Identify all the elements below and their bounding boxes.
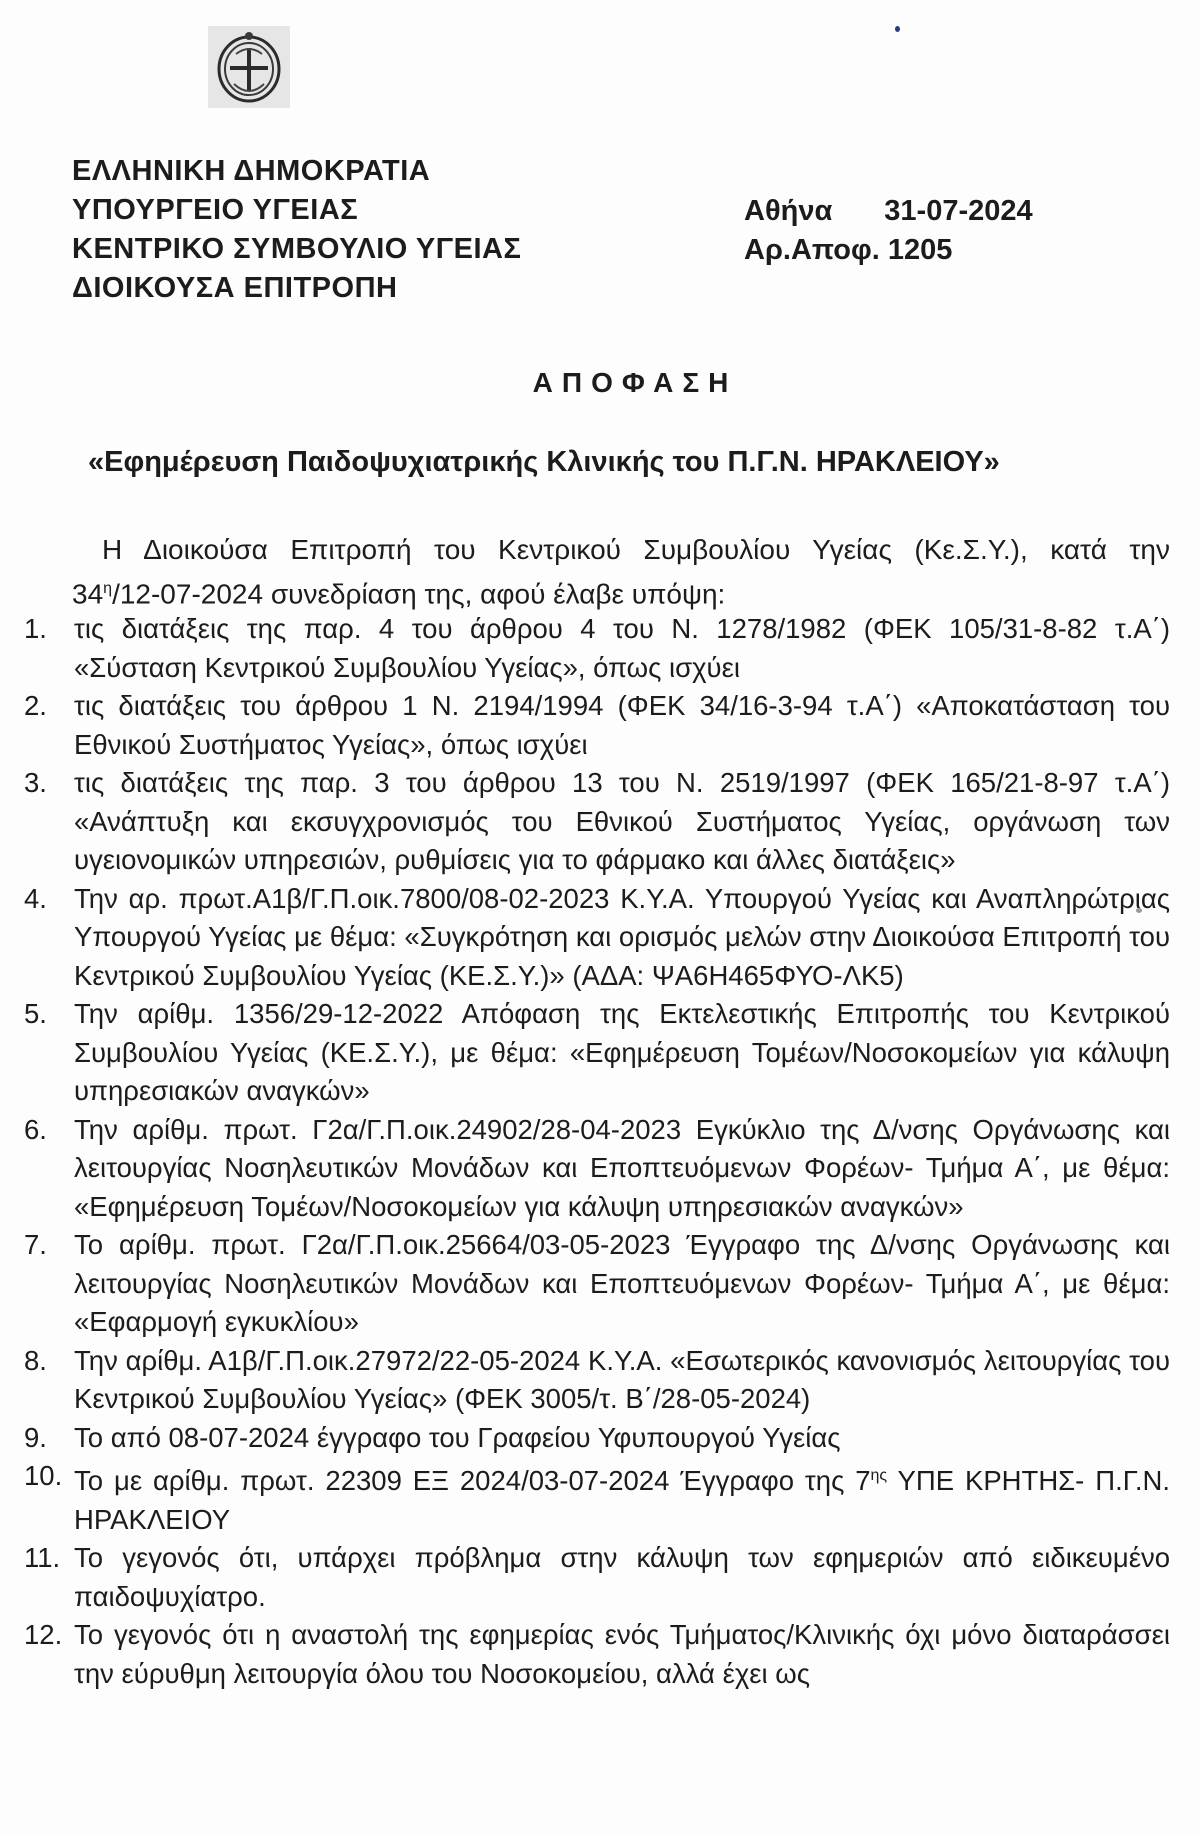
decision-subject: «Εφημέρευση Παιδοψυχιατρικής Κλινικής του Π.Γ.Ν. ΗΡΑΚΛΕΙΟΥ»	[88, 446, 1000, 478]
item-number: 5.	[24, 998, 47, 1029]
item-text: Το αρίθμ. πρωτ. Γ2α/Γ.Π.οικ.25664/03-05-2023 Έγγραφο της Δ/νσης Οργάνωσης και λειτουργίας Νοσηλευτικών Μονάδων και Εποπτευόμενων Φορέων- Τμήμα Α΄, με θέμα: «Εφαρμογή εγκυκλίου»	[74, 1229, 1170, 1337]
scan-speck	[895, 26, 900, 32]
list-item	[24, 880, 1170, 996]
item-text: Την αρίθμ. πρωτ. Γ2α/Γ.Π.οικ.24902/28-04-2023 Εγκύκλιο της Δ/νσης Οργάνωσης και λειτουργίας Νοσηλευτικών Μονάδων και Εποπτευόμενων Φορέων- Τμήμα Α΄, με θέμα: «Εφημέρευση Τομέων/Νοσοκομείων για κάλυψη υπηρεσιακών αναγκών»	[74, 1113, 1170, 1222]
item-text: Το με αρίθμ. πρωτ. 22309 ΕΞ 2024/03-07-2024 Έγγραφο της $7^{\eta\varsigma}$ ΥΠΕ ΚΡΗΤΗΣ- Π.Γ.Ν. ΗΡΑΚΛΕΙΟΥ	[74, 1465, 1170, 1535]
item-text: Την αρίθμ. Α1β/Γ.Π.οικ.27972/22-05-2024 Κ.Υ.Α. «Εσωτερικός κανονισμός λειτουργίας του Κεντρικού Συμβουλίου Υγείας» (ΦΕΚ 3005/τ. Β΄/28-05-2024)	[74, 1344, 1170, 1414]
date: 31-07-2024	[884, 195, 1033, 227]
list-item	[24, 1111, 1170, 1227]
intro-paragraph	[72, 530, 1170, 613]
item-text: τις διατάξεις της παρ. 4 του άρθρου 4 του Ν. 1278/1982 (ΦΕΚ 105/31-8-82 τ.Α΄) «Σύσταση Κεντρικού Συμβουλίου Υγείας», όπως ισχύει	[74, 613, 1170, 683]
issuer-line: ΚΕΝΤΡΙΚΟ ΣΥΜΒΟΥΛΙΟ ΥΓΕΙΑΣ	[72, 233, 522, 265]
list-item	[24, 1539, 1170, 1616]
document-title: ΑΠΟΦΑΣΗ	[532, 367, 738, 398]
item-number: 8.	[24, 1344, 47, 1376]
item-text: τις διατάξεις της παρ. 3 του άρθρου 13 του Ν. 2519/1997 (ΦΕΚ 165/21-8-97 τ.Α΄) «Ανάπτυξη και εκσυγχρονισμός του Εθνικού Συστήματος Υγείας, οργάνωση των υγειονομικών υπηρεσιών, ρυθμίσεις για το φάρμακο και άλλες διατάξεις»	[74, 767, 1170, 875]
item-text: Το γεγονός ότι η αναστολή της εφημερίας ενός Τμήματος/Κλινικής όχι μόνο διαταράσσει την εύρυθμη λειτουργία όλου του Νοσοκομείου, αλλά έχει ως	[74, 1619, 1170, 1689]
item-number: 7.	[24, 1229, 47, 1260]
item-number: 11.	[24, 1542, 61, 1574]
issuer-line: ΥΠΟΥΡΓΕΙΟ ΥΓΕΙΑΣ	[72, 194, 359, 226]
decision-number-label: Αρ.Αποφ.	[744, 234, 880, 266]
decision-number-row	[744, 231, 1033, 270]
list-item	[24, 1457, 1170, 1539]
date-number-block	[744, 192, 1033, 270]
item-number: 3.	[24, 767, 47, 798]
item-text: Την αρ. πρωτ.Α1β/Γ.Π.οικ.7800/08-02-2023 Κ.Υ.Α. Υπουργού Υγείας και Αναπληρώτριας Υπουργού Υγείας με θέμα: «Συγκρότηση και ορισμός μελών στην Διοικούσα Επιτροπή του Κεντρικού Συμβουλίου Υγείας (ΚΕ.Σ.Υ.)» (ΑΔΑ: ΨΑ6Η465ΦΥΟ-ΛΚ5)	[74, 882, 1170, 991]
item-number: 10.	[24, 1460, 63, 1491]
item-text: Το από 08-07-2024 έγγραφο του Γραφείου Υφυπουργού Υγείας	[74, 1421, 841, 1453]
issuer-line: ΔΙΟΙΚΟΥΣΑ ΕΠΙΤΡΟΠΗ	[72, 272, 398, 304]
item-number: 12.	[24, 1619, 63, 1651]
place-date-row	[744, 192, 1033, 231]
list-item	[24, 1616, 1170, 1693]
list-item	[24, 1342, 1170, 1419]
item-number: 6.	[24, 1113, 47, 1145]
item-text: Το γεγονός ότι, υπάρχει πρόβλημα στην κάλυψη των εφημεριών από ειδικευμένο παιδοψυχίατρο.	[74, 1542, 1170, 1612]
place: Αθήνα	[744, 195, 833, 227]
list-item	[24, 1419, 1170, 1458]
item-number: 4.	[24, 882, 47, 914]
intro-line: Η Διοικούσα Επιτροπή του Κεντρικού Συμβουλίου Υγείας (Κε.Σ.Υ.), κατά την	[102, 534, 1170, 565]
intro-line: $34^\eta/12-07-2024$ συνεδρίαση της, αφού έλαβε υπόψη:	[72, 578, 726, 610]
item-text: Την αρίθμ. 1356/29-12-2022 Απόφαση της Εκτελεστικής Επιτροπής του Κεντρικού Συμβουλίου Υγείας (ΚΕ.Σ.Υ.), με θέμα: «Εφημέρευση Τομέων/Νοσοκομείων για κάλυψη υπηρεσιακών αναγκών»	[74, 998, 1170, 1106]
list-item	[24, 764, 1170, 880]
item-text: τις διατάξεις του άρθρου 1 Ν. 2194/1994 (ΦΕΚ 34/16-3-94 τ.Α΄) «Αποκατάσταση του Εθνικού Συστήματος Υγείας», όπως ισχύει	[74, 690, 1170, 760]
issuer-line: ΕΛΛΗΝΙΚΗ ΔΗΜΟΚΡΑΤΙΑ	[72, 155, 431, 187]
list-item	[24, 687, 1170, 764]
item-number: 1.	[24, 613, 47, 644]
considerations-list	[24, 610, 1170, 1693]
list-item	[24, 610, 1170, 687]
decision-number: 1205	[887, 234, 953, 266]
list-item	[24, 1226, 1170, 1342]
list-item	[24, 995, 1170, 1111]
item-number: 2.	[24, 690, 47, 721]
issuer-block	[72, 152, 521, 308]
item-number: 9.	[24, 1421, 47, 1453]
greek-coat-of-arms-icon	[208, 26, 290, 108]
